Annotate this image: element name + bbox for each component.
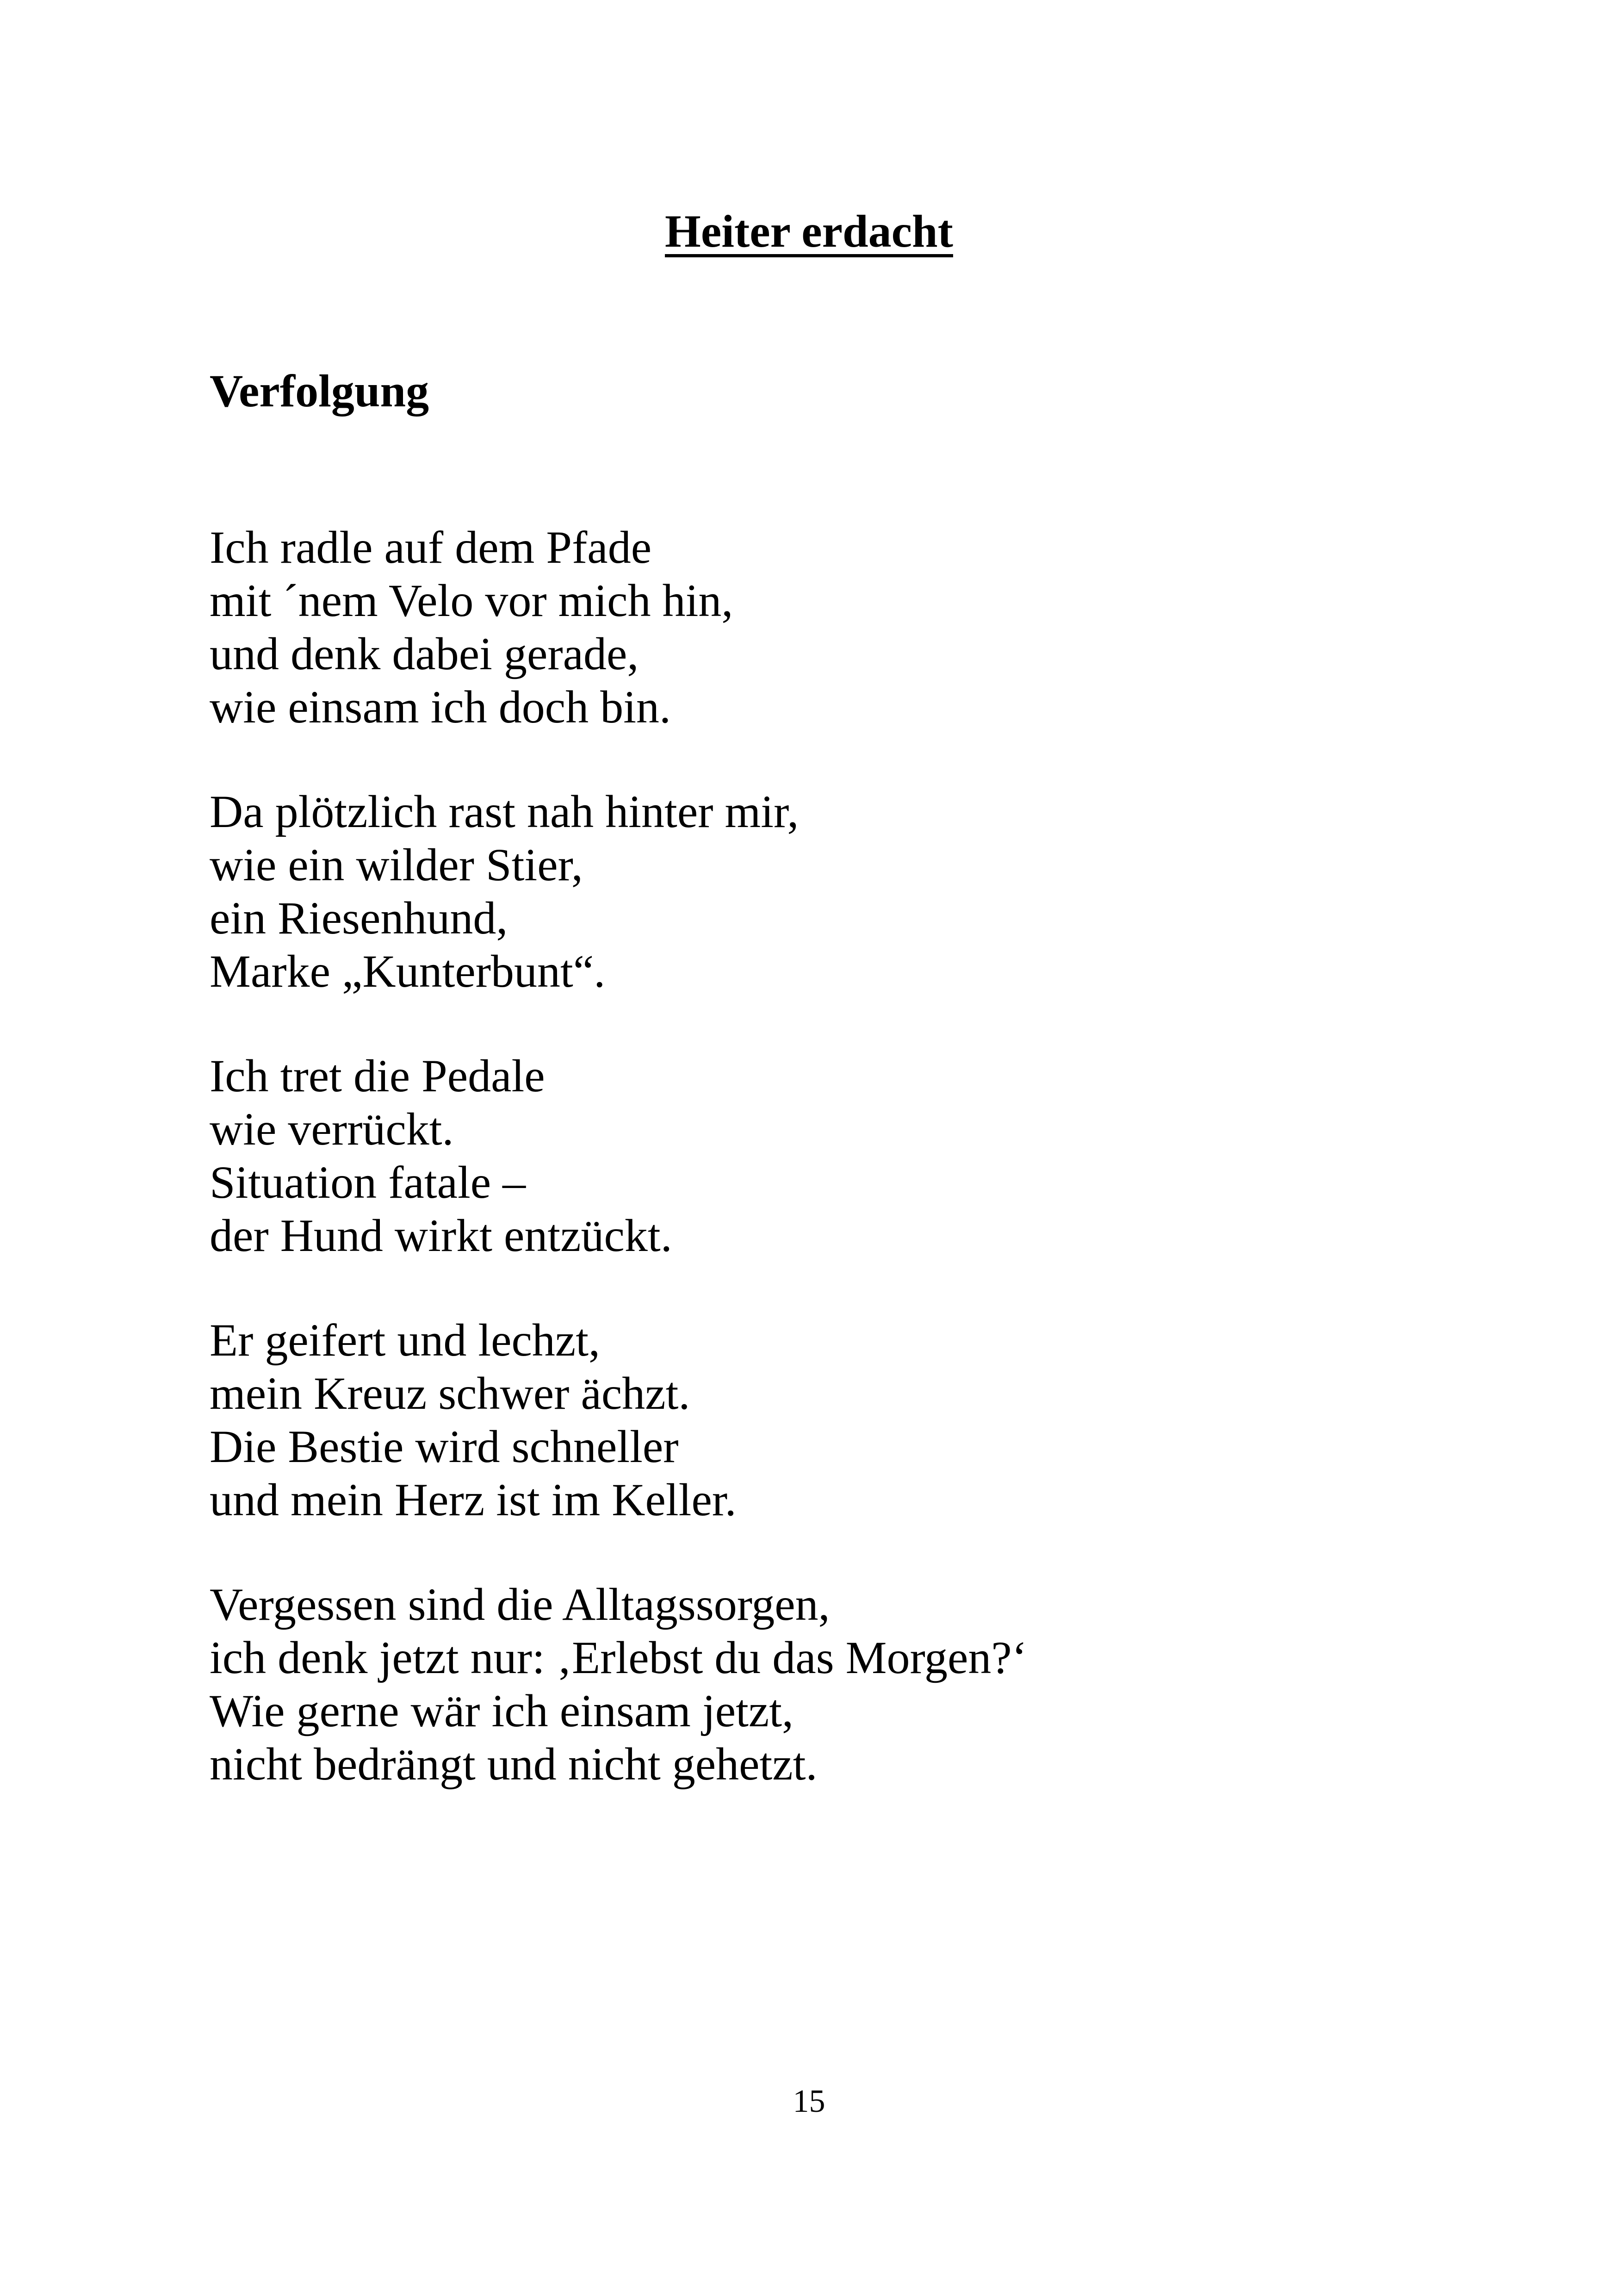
poem-line: Da plötzlich rast nah hinter mir, xyxy=(210,786,799,837)
section-heading xyxy=(0,204,1618,259)
poem-line: ich denk jetzt nur: ‚Erlebst du das Morgen?‘ xyxy=(210,1632,1028,1683)
poem-line: Situation fatale – xyxy=(210,1157,526,1208)
poem-line: Vergessen sind die Alltagssorgen, xyxy=(210,1579,830,1630)
poem-line: Ich tret die Pedale xyxy=(210,1050,545,1101)
poem-line: Er geifert und lechzt, xyxy=(210,1314,601,1366)
poem-line: und mein Herz ist im Keller. xyxy=(210,1474,737,1525)
poem-line: wie ein wilder Stier, xyxy=(210,839,583,890)
poem-line: wie verrückt. xyxy=(210,1103,454,1155)
poem-line: und denk dabei gerade, xyxy=(210,628,639,679)
poem-line: mit ´nem Velo vor mich hin, xyxy=(210,575,733,626)
section-heading-text: Heiter erdacht xyxy=(665,205,953,257)
poem-body xyxy=(210,521,1027,1842)
poem-line: Marke „Kunterbunt“. xyxy=(210,946,606,997)
poem-line: Wie gerne wär ich einsam jetzt, xyxy=(210,1685,794,1736)
stanza xyxy=(210,785,1027,998)
poem-line: Ich radle auf dem Pfade xyxy=(210,522,652,573)
poem-title: Verfolgung xyxy=(210,365,429,417)
page-number: 15 xyxy=(793,2084,825,2119)
poem-line: der Hund wirkt entzückt. xyxy=(210,1210,672,1261)
poem-line: mein Kreuz schwer ächzt. xyxy=(210,1368,690,1419)
stanza xyxy=(210,1313,1027,1526)
stanza xyxy=(210,1578,1027,1791)
poem-line: wie einsam ich doch bin. xyxy=(210,681,671,733)
stanza xyxy=(210,1049,1027,1262)
stanza xyxy=(210,521,1027,734)
poem-line: ein Riesenhund, xyxy=(210,892,508,944)
poem-line: nicht bedrängt und nicht gehetzt. xyxy=(210,1738,818,1790)
poem-line: Die Bestie wird schneller xyxy=(210,1421,679,1472)
